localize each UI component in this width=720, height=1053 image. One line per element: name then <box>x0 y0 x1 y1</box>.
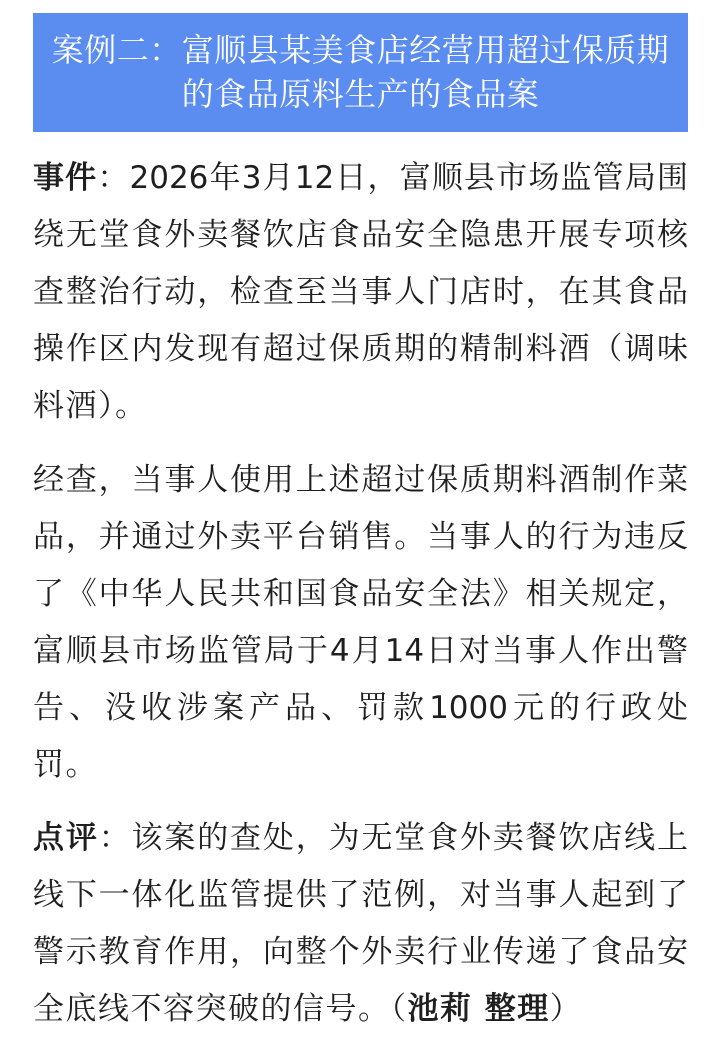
text-line: 罚。 <box>33 747 98 783</box>
text-line: 绕无堂食外卖餐饮店食品安全隐患开展专项核 <box>33 217 688 253</box>
text-segment: 全底线不容突破的信号。（ <box>33 991 408 1027</box>
text-line <box>33 810 688 867</box>
event-label: 事件 <box>33 160 98 196</box>
case-title-banner <box>33 13 688 132</box>
text-segment: ） <box>549 991 583 1027</box>
investigation-paragraph <box>33 452 688 794</box>
case-title-line-2: 的食品原料生产的食品案 <box>181 75 540 113</box>
text-line: 告、没收涉案产品、罚款1000元的行政处 <box>33 690 688 726</box>
text-line: 操作区内发现有超过保质期的精制料酒（调味 <box>33 331 688 367</box>
event-paragraph <box>33 150 688 435</box>
text-line: 查整治行动，检查至当事人门店时，在其食品 <box>33 274 688 310</box>
text-line <box>33 150 688 207</box>
text-segment: ：该案的查处，为无堂食外卖餐饮店线上 <box>98 820 688 856</box>
author-credit: 池莉 整理 <box>407 991 550 1027</box>
text-line: 了《中华人民共和国食品安全法》相关规定， <box>33 576 688 612</box>
text-line: 经查，当事人使用上述超过保质期料酒制作菜 <box>33 462 688 498</box>
text-line <box>33 981 688 1038</box>
text-line: 料酒）。 <box>33 388 148 424</box>
text-line: 警示教育作用，向整个外卖行业传递了食品安 <box>33 934 688 970</box>
text-line: 线下一体化监管提供了范例，对当事人起到了 <box>33 877 688 913</box>
text-line: 品，并通过外卖平台销售。当事人的行为违反 <box>33 519 688 555</box>
case-title-line-1: 案例二：富顺县某美食店经营用超过保质期 <box>51 31 670 69</box>
comment-label: 点评 <box>33 820 99 856</box>
comment-paragraph <box>33 810 688 1038</box>
text-line: 富顺县市场监管局于4月14日对当事人作出警 <box>33 633 688 669</box>
text-segment: ：2026年3月12日，富顺县市场监管局围 <box>97 160 688 196</box>
